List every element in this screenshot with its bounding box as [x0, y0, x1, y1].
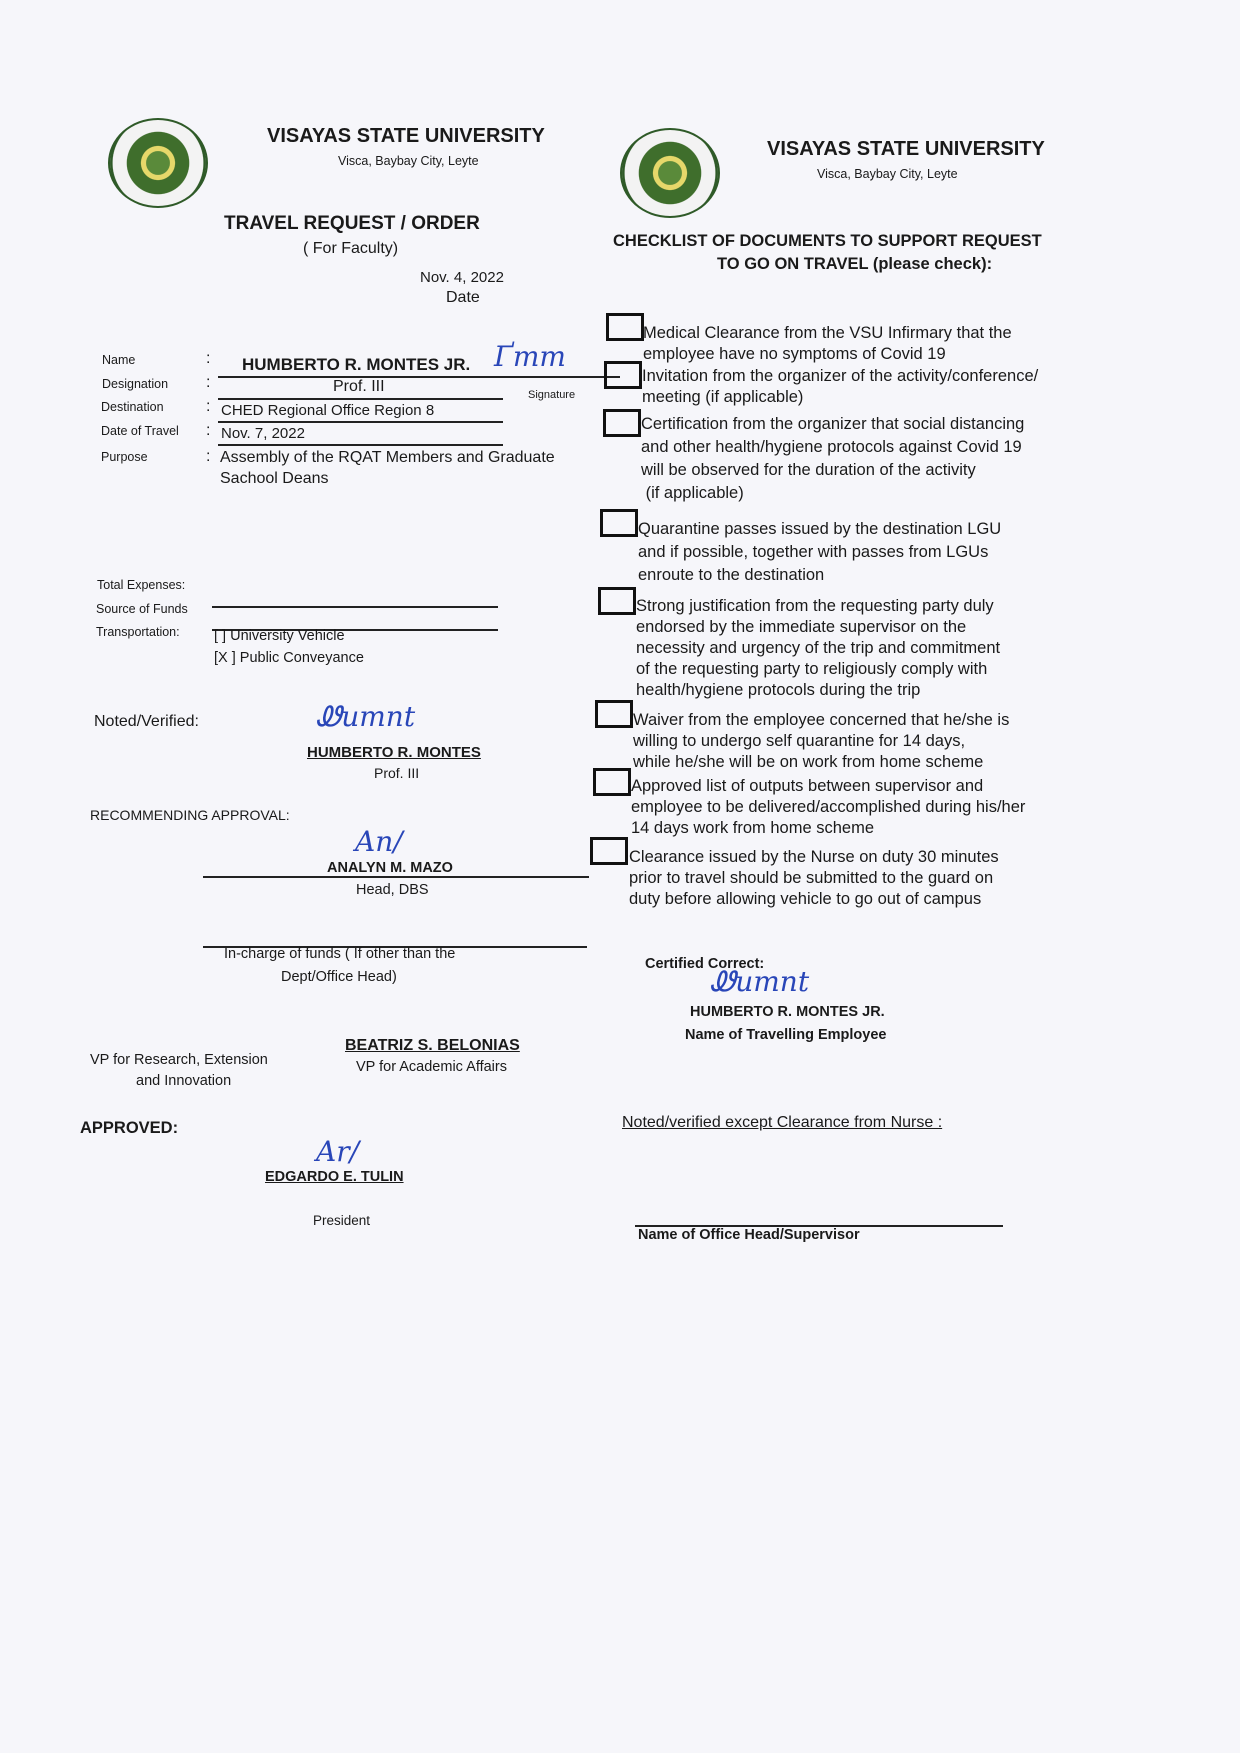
checkbox-certification[interactable] [603, 409, 641, 437]
university-seal-left [108, 118, 208, 208]
checklist-item: Quarantine passes issued by the destination LGU and if possible, together with passes from LGUs enroute to the destination [638, 520, 1002, 584]
checkbox-nurse-clearance[interactable] [590, 837, 628, 865]
purpose-label: Purpose [101, 450, 148, 464]
noted-signature: Ꮺumnt [316, 700, 416, 733]
checkbox-quarantine-passes[interactable] [600, 509, 638, 537]
total-expenses-label: Total Expenses: [97, 578, 186, 592]
checkbox-medical-clearance[interactable] [606, 313, 644, 341]
noted-verified-label: Noted/Verified: [94, 713, 199, 730]
checklist-item: Waiver from the employee concerned that he/she is willing to undergo self quarantine for 14 days, while he/she will be on work from home scheme [633, 711, 1010, 771]
university-name-right: VISAYAS STATE UNIVERSITY [767, 138, 1045, 160]
destination-value: CHED Regional Office Region 8 [221, 402, 435, 419]
noted-except-nurse: Noted/verified except Clearance from Nurse : [622, 1114, 943, 1131]
name-value: HUMBERTO R. MONTES JR. [242, 355, 471, 374]
noted-name: HUMBERTO R. MONTES [307, 744, 481, 761]
checklist-item: Clearance issued by the Nurse on duty 30 minutes prior to travel should be submitted to the guard on duty before allowing vehicle to go out of campus [629, 848, 999, 908]
recommending-approval-label: RECOMMENDING APPROVAL: [90, 807, 290, 823]
certified-title: Name of Travelling Employee [685, 1027, 887, 1043]
date-of-travel-value: Nov. 7, 2022 [221, 425, 305, 442]
recommending-signature: An/ [355, 825, 403, 858]
vp-academic-name: BEATRIZ S. BELONIAS [345, 1037, 520, 1054]
form-subtitle: ( For Faculty) [303, 240, 399, 257]
checklist-item: Invitation from the organizer of the activity/conference/ meeting (if applicable) [642, 367, 1039, 406]
destination-label: Destination [101, 400, 164, 414]
in-charge-line-2: Dept/Office Head) [281, 969, 397, 985]
checklist-item: Strong justification from the requesting party duly endorsed by the immediate supervisor on the necessity and urgency of the trip and commitment of the requesting party to religiously comply with health/hygiene protocols during the trip [636, 597, 1001, 699]
address-left: Visca, Baybay City, Leyte [338, 154, 479, 168]
vp-research-line-1: VP for Research, Extension [90, 1052, 268, 1068]
form-title: TRAVEL REQUEST / ORDER [224, 213, 480, 234]
date-of-travel-label: Date of Travel [101, 424, 179, 438]
checklist-item: Certification from the organizer that social distancing and other health/hygiene protocols against Covid 19 will be observed for the duration of the activity (if applicable) [641, 415, 1025, 502]
certified-signature: Ꮺumnt [710, 965, 810, 998]
in-charge-line-1: In-charge of funds ( If other than the [224, 946, 456, 962]
designation-label: Designation [102, 377, 169, 391]
president-name: EDGARDO E. TULIN [265, 1169, 404, 1185]
vp-academic-title: VP for Academic Affairs [356, 1059, 507, 1075]
designation-value: Prof. III [333, 378, 385, 395]
university-seal-right [620, 128, 720, 218]
certified-name: HUMBERTO R. MONTES JR. [690, 1004, 885, 1020]
transport-public-conveyance: [X ] Public Conveyance [214, 650, 364, 666]
recommending-name: ANALYN M. MAZO [327, 860, 453, 876]
office-head-label: Name of Office Head/Supervisor [638, 1227, 860, 1243]
president-signature: Ar/ [316, 1135, 360, 1168]
transportation-label: Transportation: [96, 625, 180, 639]
applicant-signature: Ґmm [494, 340, 566, 373]
transport-university-vehicle: [ ] University Vehicle [214, 628, 345, 644]
university-name-left: VISAYAS STATE UNIVERSITY [267, 125, 545, 147]
purpose-line-2: Sachool Deans [220, 470, 329, 487]
checklist-title-line-1: CHECKLIST OF DOCUMENTS TO SUPPORT REQUEST [613, 232, 1042, 250]
noted-title: Prof. III [374, 765, 420, 781]
checkbox-strong-justification[interactable] [598, 587, 636, 615]
vp-research-line-2: and Innovation [136, 1073, 232, 1089]
certified-correct-label: Certified Correct: [645, 956, 765, 972]
date-label: Date [446, 289, 480, 306]
checkbox-waiver[interactable] [595, 700, 633, 728]
checklist-item: Approved list of outputs between supervisor and employee to be delivered/accomplished during his/her 14 days work from home scheme [631, 777, 1026, 837]
name-label: Name [102, 353, 136, 367]
checklist-item: Medical Clearance from the VSU Infirmary that the employee have no symptoms of Covid 19 [643, 324, 1012, 363]
approved-label: APPROVED: [80, 1119, 179, 1137]
checkbox-invitation[interactable] [604, 361, 642, 389]
purpose-line-1: Assembly of the RQAT Members and Graduate [220, 449, 555, 466]
signature-label: Signature [528, 389, 576, 401]
travel-request-document: VISAYAS STATE UNIVERSITY Visca, Baybay City, Leyte TRAVEL REQUEST / ORDER ( For Faculty) Nov. 4, 2022 Date Name : HUMBERTO R. MONTES JR. Ґmm Designation : Prof. III Signature Destination : CHED Regional Office Region 8 Date of Travel : Nov. 7, 2022 Purpose : Assembly of the RQAT Members and Graduate Sachool Deans Total Expenses: Source of Funds Transportation: [ ] University Vehicle [X ] Public Conveyance Noted/Verified: Ꮺumnt HUMBERTO R. MONTES Prof. III RECOMMENDING APPROVAL: An/ ANALYN M. MAZO Head, DBS In-charge of funds ( If other than the Dept/Office Head) VP for Research, Extension and Innovation BEATRIZ S. BELONIAS VP for Academic Affairs APPROVED: Ar/ EDGARDO E. TULIN President VISAYAS STATE UNIVERSITY Visca, Baybay City, Leyte CHECKLIST OF DOCUMENTS TO SUPPORT REQUEST TO GO ON TRAVEL (please check): Medical Clearance from the VSU Infirmary that the employee have no symptoms of Covid 19 Invitation from the organizer of the activity/conference/ meeting (if applicable) Certification from the organizer that social distancing and other health/hygiene protocols against Covid 19 will be observed for the duration of the activity (if applicable) Quarantine passes issued by the destination LGU and if possible, together with passes from LGUs enroute to the destination Strong justification from the requesting party duly endorsed by the immediate supervisor on the necessity and urgency of the trip and commitment of the requesting party to religiously comply with health/hygiene protocols during the trip Waiver from the employee concerned that he/she is willing to undergo self quarantine for 14 days, while he/she will be on work from home scheme Approved list of outputs between supervisor and employee to be delivered/accomplished during his/her 14 days work from home scheme Clearance issued by the Nurse on duty 30 minutes prior to travel should be submitted to the guard on duty before allowing vehicle to go out of campus Certified Correct: Ꮺumnt HUMBERTO R. MONTES JR. Name of Travelling Employee Noted/verified except Clearance from Nurse : Name of Office Head/Supervisor [0, 0, 1240, 1753]
president-title: President [313, 1213, 371, 1228]
source-of-funds-label: Source of Funds [96, 602, 188, 616]
checkbox-approved-outputs[interactable] [593, 768, 631, 796]
recommending-title: Head, DBS [356, 882, 429, 898]
address-right: Visca, Baybay City, Leyte [817, 167, 958, 181]
checklist-title-line-2: TO GO ON TRAVEL (please check): [717, 255, 993, 273]
request-date: Nov. 4, 2022 [420, 269, 504, 286]
